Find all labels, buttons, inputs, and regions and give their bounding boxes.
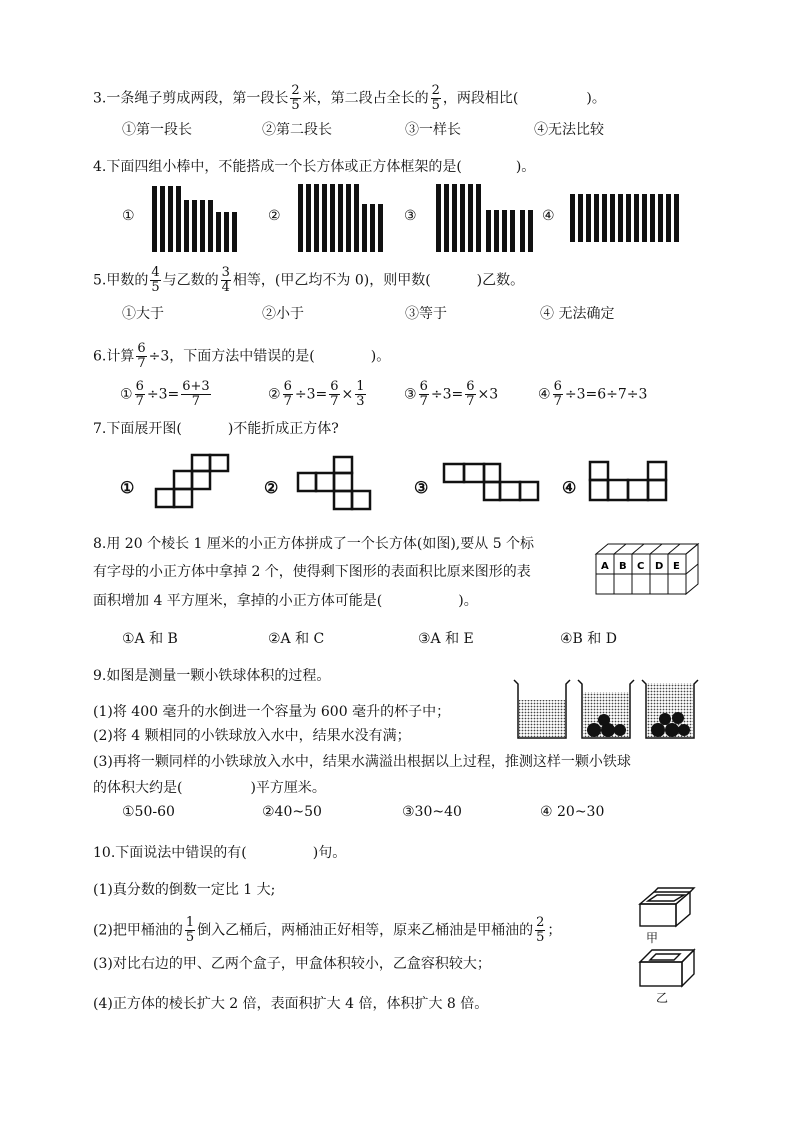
q9-line-2: (1)将 400 毫升的水倒进一个容量为 600 毫升的杯子中； (93, 704, 451, 720)
q9-option-2[interactable]: ②40~50 (262, 804, 322, 820)
q4-end: )。 (515, 159, 536, 175)
numerator: 2 (431, 83, 440, 98)
numerator: 6 (330, 379, 339, 394)
numerator: 6 (419, 379, 428, 394)
denominator: 7 (135, 394, 144, 409)
q10-statement-3: (3)对比右边的甲、乙两个盒子，甲盒体积较小，乙盒容积较大； (93, 956, 491, 972)
option-label: ① (120, 386, 133, 403)
q10-fraction-2 (535, 916, 545, 945)
q9-option-3[interactable]: ③30~40 (402, 804, 462, 820)
denominator: 4 (221, 280, 230, 295)
operator: ÷3= (146, 386, 180, 403)
net-4 (588, 460, 670, 504)
q6-stem (93, 342, 390, 371)
operator: ÷3= (294, 386, 328, 403)
q10-text-2c: ； (547, 922, 562, 939)
q7-end: )不能折成正方体? (227, 421, 339, 437)
q8-option-3[interactable]: ③A 和 E (418, 631, 474, 647)
numerator: 3 (221, 265, 230, 280)
denominator: 5 (185, 930, 195, 945)
net-1 (154, 453, 234, 509)
net-2 (296, 455, 376, 511)
q7-label-2[interactable]: ② (264, 478, 279, 497)
q5-text-3: 相等，(甲乙均不为 0)，则甲数( (232, 272, 431, 289)
q7-stem (93, 419, 339, 439)
numerator: 6 (135, 379, 144, 394)
denominator: 7 (466, 394, 475, 409)
fraction (181, 380, 210, 409)
q9-line-1: 9.如图是测量一颗小铁球体积的过程。 (93, 668, 331, 684)
box-yi-figure (636, 946, 700, 990)
option-label: ③ (404, 386, 417, 403)
q4-label-3[interactable]: ③ (404, 208, 417, 224)
fraction (283, 380, 293, 409)
q10-end: )句。 (312, 845, 347, 861)
cube-letter-d: D (655, 561, 664, 572)
q3-text-4: )。 (586, 90, 606, 107)
q8-line-2: 有字母的小正方体中拿掉 2 个，使得剩下图形的表面积比原来图形的表 (93, 564, 531, 580)
q10-stem (93, 843, 346, 863)
box-jia-label: 甲 (646, 931, 659, 945)
q5-option-4[interactable]: ④ 无法确定 (540, 306, 615, 322)
q5-fraction-1 (150, 266, 160, 295)
q10-statement-1: (1)真分数的倒数一定比 1 大; (93, 882, 276, 898)
q3-text-1: 3.一条绳子剪成两段，第一段长 (93, 90, 289, 107)
fraction (553, 380, 563, 409)
q10-fraction-1 (185, 916, 195, 945)
q8-text: 面积增加 4 平方厘米，拿掉的小正方体可能是( (93, 593, 383, 609)
numerator: 6 (553, 379, 562, 394)
q7-label-4[interactable]: ④ (562, 478, 577, 497)
q8-option-2[interactable]: ②A 和 C (268, 631, 325, 647)
q9-end: )平方厘米。 (250, 780, 326, 796)
q4-text: 4.下面四组小棒中，不能搭成一个长方体或正方体框架的是( (93, 159, 462, 175)
option-label: ② (268, 386, 281, 403)
numerator: 6 (466, 379, 475, 394)
q6-option-1[interactable] (120, 380, 213, 409)
q6-text-3: )。 (370, 348, 391, 365)
q10-text-2a: (2)把甲桶油的 (93, 922, 183, 939)
q3-text-2: 米，第二段占全长的 (302, 90, 429, 107)
q10-statement-4: (4)正方体的棱长扩大 2 倍，表面积扩大 4 倍，体积扩大 8 倍。 (93, 996, 489, 1012)
fraction (465, 380, 475, 409)
cube-letter-e: E (673, 561, 680, 572)
q5-fraction-2 (221, 266, 231, 295)
numerator: 6 (283, 379, 292, 394)
q3-option-1[interactable]: ①第一段长 (122, 122, 192, 138)
q6-option-4[interactable] (538, 380, 647, 409)
operator: ×3 (477, 386, 499, 403)
box-yi-label: 乙 (656, 991, 669, 1005)
q9-text: 的体积大约是( (93, 780, 183, 796)
stick-group-3 (436, 184, 541, 252)
denominator: 3 (356, 394, 365, 409)
cube-letter-a: A (601, 561, 609, 572)
denominator: 5 (291, 98, 300, 113)
operator: × (341, 386, 354, 403)
q6-option-3[interactable] (404, 380, 498, 409)
cuboid-figure (594, 542, 700, 596)
q8-end: )。 (458, 593, 478, 609)
q4-stem (93, 157, 535, 177)
cube-letter-b: B (619, 561, 627, 572)
fraction (355, 380, 365, 409)
q5-stem (93, 266, 524, 295)
q10-statement-2 (93, 916, 561, 945)
q9-option-4[interactable]: ④ 20~30 (540, 804, 605, 820)
q5-text-1: 5.甲数的 (93, 272, 149, 289)
q6-option-2[interactable] (268, 380, 368, 409)
q3-fraction-1 (290, 84, 300, 113)
q3-option-4[interactable]: ④无法比较 (534, 122, 604, 138)
denominator: 7 (283, 394, 292, 409)
denominator: 7 (419, 394, 428, 409)
denominator: 5 (536, 930, 545, 945)
stick-group-2 (298, 184, 388, 252)
denominator: 5 (431, 98, 440, 113)
denominator: 7 (330, 394, 339, 409)
q8-option-1[interactable]: ①A 和 B (122, 631, 178, 647)
q4-label-4[interactable]: ④ (542, 208, 555, 224)
q3-stem (93, 84, 606, 113)
net-3 (442, 462, 542, 504)
numerator: 6 (137, 341, 146, 356)
denominator: 7 (553, 394, 562, 409)
q5-option-2[interactable]: ②小于 (262, 306, 304, 322)
q8-option-4[interactable]: ④B 和 D (560, 631, 617, 647)
q4-label-2[interactable]: ② (268, 208, 281, 224)
denominator: 7 (191, 394, 201, 409)
q7-label-3[interactable]: ③ (414, 478, 429, 497)
numerator: 1 (185, 915, 195, 930)
q7-label-1[interactable]: ① (120, 478, 135, 497)
cube-letter-c: C (637, 561, 645, 572)
stick-group-1 (152, 186, 242, 252)
option-label: ④ (538, 386, 551, 403)
numerator: 1 (356, 379, 365, 394)
stick-group-4 (570, 194, 680, 242)
denominator: 7 (137, 356, 146, 371)
q7-text: 7.下面展开图( (93, 421, 182, 437)
q6-fraction (136, 342, 146, 371)
q5-option-3[interactable]: ③等于 (405, 306, 447, 322)
q3-option-2[interactable]: ②第二段长 (262, 122, 332, 138)
operator: ÷3= (430, 386, 464, 403)
q9-option-1[interactable]: ①50-60 (122, 804, 175, 820)
q8-line-1: 8.用 20 个棱长 1 厘米的小正方体拼成了一个长方体(如图),要从 5 个标 (93, 536, 535, 552)
q5-text-2: 与乙数的 (162, 272, 219, 289)
beakers-figure (512, 678, 708, 740)
q10-text-2b: 倒入乙桶后，两桶油正好相等，原来乙桶油是甲桶油的 (197, 922, 534, 939)
q6-text-2: ÷3，下面方法中错误的是( (148, 348, 315, 365)
fraction (135, 380, 145, 409)
q3-option-3[interactable]: ③一样长 (405, 122, 461, 138)
q5-option-1[interactable]: ①大于 (122, 306, 164, 322)
q4-label-1[interactable]: ① (122, 208, 135, 224)
fraction (419, 380, 429, 409)
denominator: 5 (151, 280, 160, 295)
numerator: 2 (291, 83, 300, 98)
q10-text: 10.下面说法中错误的有( (93, 845, 247, 861)
q9-line-4: (3)再将一颗同样的小铁球放入水中，结果水满溢出根据以上过程，推测这样一颗小铁球 (93, 754, 631, 770)
q3-text-3: ，两段相比( (442, 90, 519, 107)
operator: ÷3=6÷7÷3 (564, 386, 648, 403)
q9-line-3: (2)将 4 颗相同的小铁球放入水中，结果水没有满； (93, 728, 411, 744)
numerator: 4 (151, 265, 160, 280)
numerator: 2 (536, 915, 545, 930)
box-jia-figure (636, 886, 700, 932)
q8-line-3 (93, 591, 478, 611)
q9-line-5 (93, 778, 326, 798)
numerator: 6+3 (182, 379, 210, 394)
q5-text-4: )乙数。 (476, 272, 525, 289)
q6-text-1: 6.计算 (93, 348, 135, 365)
fraction (329, 380, 339, 409)
q3-fraction-2 (431, 84, 441, 113)
